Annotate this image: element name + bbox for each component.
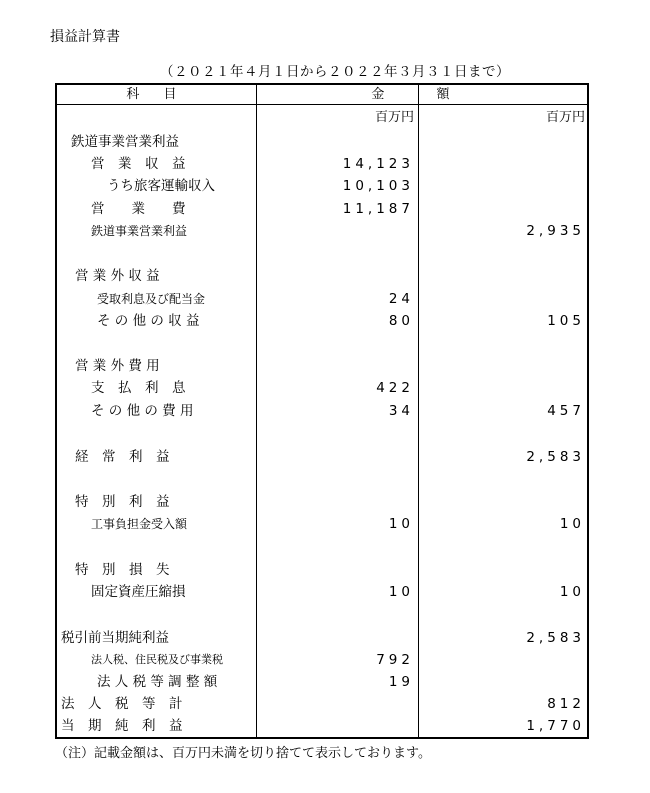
row-value-col2: 457 bbox=[547, 403, 585, 419]
row-label: 支 払 利 息 bbox=[91, 380, 186, 396]
unit-label-col2: 百万円 bbox=[545, 110, 585, 125]
header-divider bbox=[57, 104, 587, 105]
row-value-col2: 1,770 bbox=[526, 718, 585, 734]
footnote: （注）記載金額は、百万円未満を切り捨てて表示しております。 bbox=[55, 746, 431, 761]
row-value-col1: 792 bbox=[376, 652, 414, 668]
row-label: 税引前当期純利益 bbox=[61, 630, 169, 646]
row-label: 特 別 利 益 bbox=[75, 494, 170, 510]
fiscal-period: （２０２１年４月１日から２０２２年３月３１日まで） bbox=[160, 64, 510, 80]
header-amount: 金 額 bbox=[371, 87, 474, 102]
row-value-col1: 10,103 bbox=[342, 178, 414, 194]
document-title: 損益計算書 bbox=[50, 29, 120, 45]
row-value-col1: 80 bbox=[388, 313, 414, 329]
income-statement-table bbox=[55, 83, 589, 739]
row-value-col2: 2,583 bbox=[526, 630, 585, 646]
row-label: 法 人 税 等 計 bbox=[61, 696, 183, 712]
row-value-col2: 105 bbox=[547, 313, 585, 329]
row-label: 固定資産圧縮損 bbox=[91, 584, 186, 600]
row-value-col1: 11,187 bbox=[342, 201, 414, 217]
row-label: 営 業 外 収 益 bbox=[75, 268, 160, 284]
row-label: 特 別 損 失 bbox=[75, 562, 170, 578]
row-label: うち旅客運輸収入 bbox=[107, 178, 215, 194]
row-label: 当 期 純 利 益 bbox=[61, 718, 183, 734]
row-label: 経 常 利 益 bbox=[75, 449, 170, 465]
row-label: 工事負担金受入額 bbox=[91, 517, 188, 531]
row-label: 営 業 収 益 bbox=[91, 156, 186, 172]
row-label: 法人税、住民税及び事業税 bbox=[91, 653, 223, 666]
row-value-col2: 10 bbox=[559, 516, 585, 532]
row-value-col1: 24 bbox=[388, 291, 414, 307]
unit-label-col1: 百万円 bbox=[374, 110, 414, 125]
row-value-col1: 10 bbox=[388, 584, 414, 600]
row-label: 営 業 外 費 用 bbox=[75, 358, 160, 374]
row-value-col1: 19 bbox=[388, 674, 414, 690]
row-label: 鉄道事業営業利益 bbox=[71, 134, 179, 150]
row-value-col1: 14,123 bbox=[342, 156, 414, 172]
row-label: そ の 他 の 費 用 bbox=[91, 403, 194, 419]
row-value-col2: 812 bbox=[547, 696, 585, 712]
row-value-col1: 10 bbox=[388, 516, 414, 532]
row-value-col2: 2,935 bbox=[526, 223, 585, 239]
row-value-col2: 2,583 bbox=[526, 449, 585, 465]
row-value-col2: 10 bbox=[559, 584, 585, 600]
row-value-col1: 34 bbox=[388, 403, 414, 419]
row-label: そ の 他 の 収 益 bbox=[97, 313, 200, 329]
row-label: 受取利息及び配当金 bbox=[97, 292, 206, 306]
row-label: 法 人 税 等 調 整 額 bbox=[97, 674, 218, 690]
header-subject: 科 目 bbox=[126, 87, 187, 102]
row-label: 営 業 費 bbox=[91, 201, 186, 217]
row-value-col1: 422 bbox=[376, 380, 414, 396]
row-label: 鉄道事業営業利益 bbox=[91, 224, 188, 238]
